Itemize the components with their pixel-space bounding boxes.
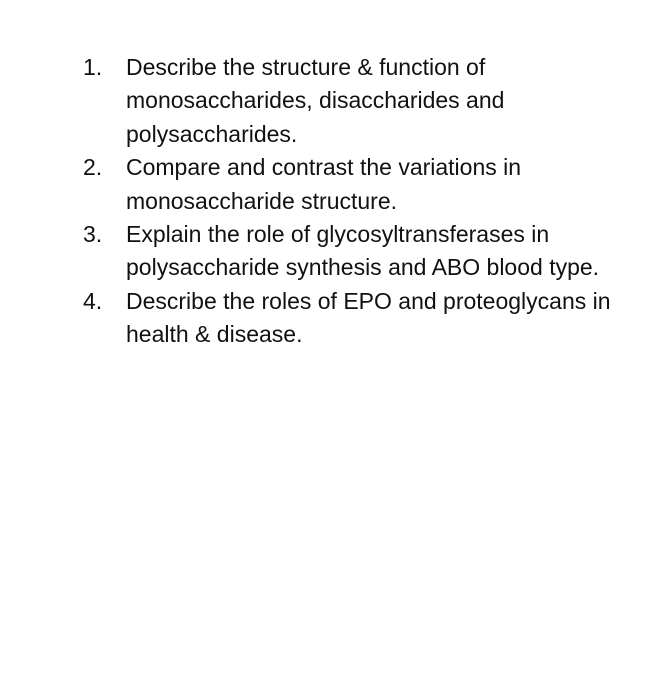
objectives-list [0,51,663,352]
document-page [0,51,663,352]
list-item-text: Describe the structure & function of monosaccharides, disaccharides and polysaccharides. [126,54,505,147]
list-item [0,218,663,285]
list-item [0,285,663,352]
list-item-number: 4. [83,287,103,314]
list-item-text: Compare and contrast the variations in monosaccharide structure. [126,154,522,214]
list-item-text: Explain the role of glycosyltransferases in polysaccharide synthesis and ABO blood type. [126,221,600,281]
list-item-number: 3. [83,221,103,248]
list-item-number: 1. [83,54,103,80]
list-item [0,151,663,218]
list-item-number: 2. [83,154,103,181]
list-item-text: Describe the roles of EPO and proteoglycans in health & disease. [126,287,611,348]
list-item [0,51,663,151]
